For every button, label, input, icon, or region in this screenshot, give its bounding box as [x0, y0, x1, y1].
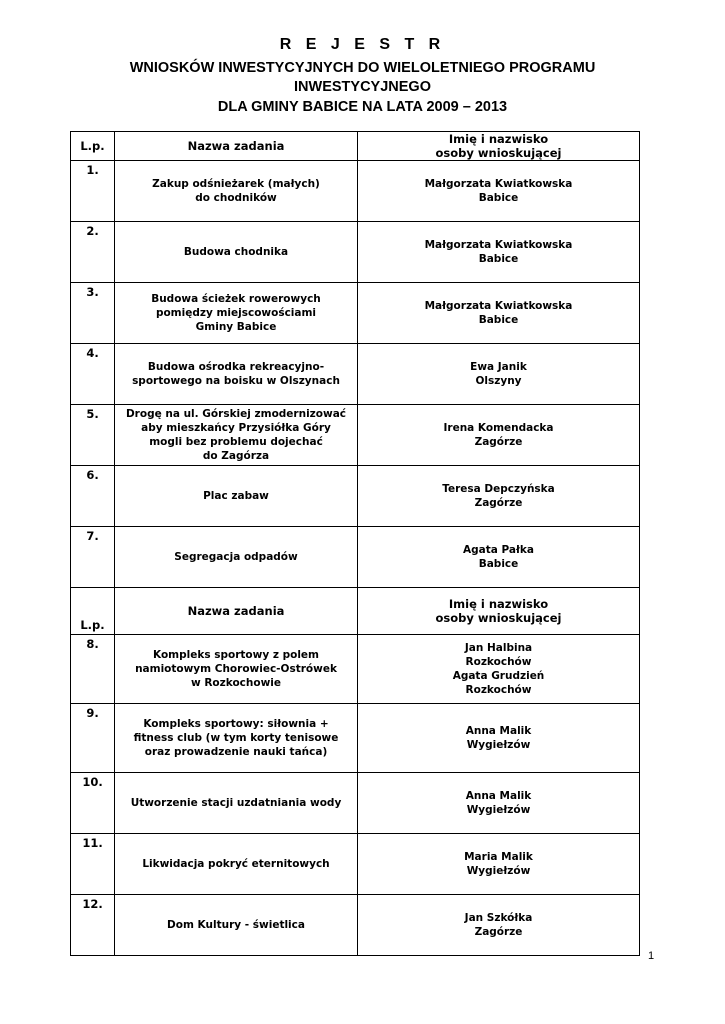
text-line: Olszyny: [475, 375, 522, 387]
table-row: [71, 704, 640, 773]
header-person: [358, 588, 640, 635]
document-subtitle-line3: DLA GMINY BABICE NA LATA 2009 – 2013: [217, 99, 508, 115]
row-person: [358, 466, 640, 527]
row-number: 7.: [71, 527, 115, 588]
row-task: [115, 834, 358, 895]
text-line: Plac zabaw: [203, 490, 269, 502]
text-line: Zakup odśnieżarek (małych): [152, 178, 320, 190]
row-person: [358, 834, 640, 895]
table-row: [71, 466, 640, 527]
row-number: 11.: [71, 834, 115, 895]
text-line: w Rozkochowie: [190, 677, 281, 689]
text-line: Rozkochów: [465, 684, 532, 696]
text-line: Babice: [478, 192, 519, 204]
text-line: Budowa ścieżek rowerowych: [151, 293, 321, 305]
row-number: 6.: [71, 466, 115, 527]
row-task: [115, 405, 358, 466]
text-line: Małgorzata Kwiatkowska: [424, 300, 573, 312]
row-person: [358, 527, 640, 588]
header-person-line2: osoby wnioskującej: [435, 146, 562, 160]
row-task: [115, 895, 358, 956]
table-row: [71, 161, 640, 222]
text-line: Wygiełzów: [466, 865, 531, 877]
text-line: Kompleks sportowy: siłownia +: [143, 718, 329, 730]
row-task: [115, 704, 358, 773]
document-title: R E J E S T R: [279, 36, 446, 53]
table-row: [71, 344, 640, 405]
table-row: [71, 405, 640, 466]
text-line: Likwidacja pokryć eternitowych: [142, 858, 330, 870]
text-line: namiotowym Chorowiec-Ostrówek: [135, 663, 337, 675]
text-line: Babice: [478, 314, 519, 326]
row-person: [358, 405, 640, 466]
header-task: Nazwa zadania: [115, 588, 358, 635]
row-person: [358, 283, 640, 344]
header-person-line2: osoby wnioskującej: [435, 611, 562, 625]
document-subtitle-line2: INWESTYCYJNEGO: [294, 79, 431, 95]
header-lp: L.p.: [71, 132, 115, 161]
row-number: 3.: [71, 283, 115, 344]
text-line: sportowego na boisku w Olszynach: [132, 375, 340, 387]
row-number: 8.: [71, 635, 115, 704]
text-line: Zagórze: [474, 926, 523, 938]
document-subtitle-line1: WNIOSKÓW INWESTYCYJNYCH DO WIELOLETNIEGO PROGRAMU: [129, 60, 596, 76]
text-line: pomiędzy miejscowościami: [155, 307, 317, 319]
row-task: [115, 773, 358, 834]
text-line: Agata Pałka: [463, 544, 534, 556]
header-lp: L.p.: [71, 588, 115, 635]
text-line: Jan Szkółka: [464, 912, 533, 924]
header-person-line1: Imię i nazwisko: [448, 597, 549, 611]
row-person: [358, 773, 640, 834]
text-line: Anna Malik: [465, 790, 532, 802]
row-task: [115, 161, 358, 222]
text-line: Małgorzata Kwiatkowska: [424, 178, 573, 190]
table-row: [71, 773, 640, 834]
text-line: do chodników: [195, 192, 277, 204]
table-row: [71, 895, 640, 956]
table-header-row-repeat: [71, 588, 640, 635]
row-number: 1.: [71, 161, 115, 222]
text-line: Budowa chodnika: [183, 246, 289, 258]
table-row: [71, 527, 640, 588]
header-person-line1: Imię i nazwisko: [448, 132, 549, 146]
text-line: Anna Malik: [465, 725, 532, 737]
text-line: oraz prowadzenie nauki tańca): [144, 746, 328, 758]
row-number: 9.: [71, 704, 115, 773]
table-row: [71, 283, 640, 344]
text-line: Drogę na ul. Górskiej zmodernizować: [125, 408, 347, 420]
row-number: 12.: [71, 895, 115, 956]
text-line: Teresa Depczyńska: [442, 483, 555, 495]
row-number: 5.: [71, 405, 115, 466]
text-line: Budowa ośrodka rekreacyjno-: [147, 361, 325, 373]
row-person: [358, 635, 640, 704]
text-line: Irena Komendacka: [443, 422, 554, 434]
row-number: 4.: [71, 344, 115, 405]
row-number: 2.: [71, 222, 115, 283]
text-line: Maria Malik: [464, 851, 533, 863]
row-task: [115, 527, 358, 588]
text-line: Kompleks sportowy z polem: [153, 649, 319, 661]
text-line: Wygiełzów: [466, 804, 531, 816]
row-task: [115, 344, 358, 405]
text-line: Zagórze: [474, 436, 523, 448]
row-task: [115, 466, 358, 527]
text-line: Zagórze: [474, 497, 523, 509]
table-row: [71, 635, 640, 704]
text-line: Babice: [478, 558, 519, 570]
text-line: Utworzenie stacji uzdatniania wody: [130, 797, 342, 809]
row-person: [358, 344, 640, 405]
text-line: Rozkochów: [465, 656, 532, 668]
row-person: [358, 704, 640, 773]
table-row: [71, 222, 640, 283]
text-line: do Zagórza: [202, 450, 270, 462]
header-task: Nazwa zadania: [115, 132, 358, 161]
row-person: [358, 895, 640, 956]
row-number: 10.: [71, 773, 115, 834]
text-line: fitness club (w tym korty tenisowe: [133, 732, 339, 744]
row-task: [115, 283, 358, 344]
row-task: [115, 222, 358, 283]
text-line: aby mieszkańcy Przysiółka Góry: [141, 422, 331, 434]
text-line: Gminy Babice: [195, 321, 277, 333]
row-person: [358, 222, 640, 283]
table-row: [71, 834, 640, 895]
text-line: Wygiełzów: [466, 739, 531, 751]
text-line: mogli bez problemu dojechać: [149, 436, 323, 448]
register-table: [70, 131, 640, 956]
text-line: Babice: [478, 253, 519, 265]
text-line: Jan Halbina: [464, 642, 533, 654]
text-line: Małgorzata Kwiatkowska: [424, 239, 573, 251]
table-header-row: [71, 132, 640, 161]
page-number: 1: [648, 950, 655, 962]
row-person: [358, 161, 640, 222]
text-line: Agata Grudzień: [452, 670, 545, 682]
text-line: Segregacja odpadów: [174, 551, 298, 563]
text-line: Dom Kultury - świetlica: [167, 919, 305, 931]
row-task: [115, 635, 358, 704]
text-line: Ewa Janik: [470, 361, 527, 373]
header-person: [358, 132, 640, 161]
